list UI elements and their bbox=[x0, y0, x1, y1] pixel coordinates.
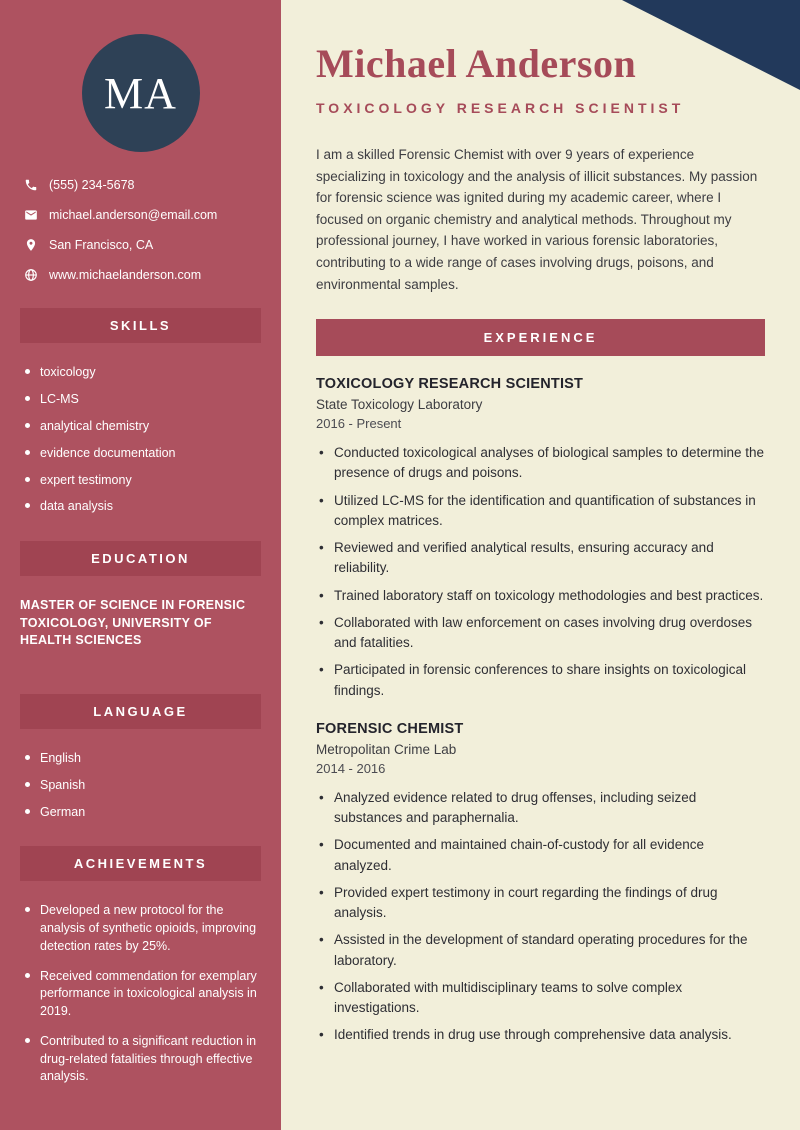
experience-section-title: EXPERIENCE bbox=[483, 330, 598, 346]
job-section bbox=[316, 376, 765, 701]
contact-item-phone bbox=[24, 178, 263, 192]
job-bullet-item: • Documented and maintained chain-of-custody for all evidence analyzed. bbox=[316, 835, 765, 876]
achievements-list bbox=[0, 902, 281, 1086]
globe-icon bbox=[24, 268, 38, 282]
main-content bbox=[281, 0, 800, 1130]
job-title: TOXICOLOGY RESEARCH SCIENTIST bbox=[316, 376, 584, 393]
contact-item-email bbox=[24, 208, 263, 222]
job-bullet-item: • Trained laboratory staff on toxicology methodologies and best practices. bbox=[316, 586, 765, 606]
skill-item: evidence documentation bbox=[24, 445, 265, 462]
corner-triangle-decoration bbox=[622, 0, 800, 90]
contact-location-text: San Francisco, CA bbox=[49, 238, 154, 252]
contact-item-website bbox=[24, 268, 263, 282]
role-subtitle: TOXICOLOGY RESEARCH SCIENTIST bbox=[316, 100, 685, 116]
language-section-title: LANGUAGE bbox=[93, 703, 188, 719]
skill-item: LC-MS bbox=[24, 391, 265, 408]
summary-text: I am a skilled Forensic Chemist with over 9 years of experience specializing in toxicology and the analysis of illicit substances. My passion for forensic science was ignited during my academic career, where I focused on organic chemistry and analytical methods. Throughout my professional journey, I have worked in various forensic laboratories, contributing to a wide range of cases involving drugs, poisons, and environmental samples. bbox=[316, 147, 758, 292]
skill-item: toxicology bbox=[24, 364, 265, 381]
job-bullet-item: • Reviewed and verified analytical results, ensuring accuracy and reliability. bbox=[316, 538, 765, 579]
location-icon bbox=[24, 238, 38, 252]
education-section-title: EDUCATION bbox=[91, 551, 190, 567]
education-degree: MASTER OF SCIENCE IN FORENSIC TOXICOLOGY, UNIVERSITY OF HEALTH SCIENCES bbox=[20, 598, 246, 648]
language-list bbox=[0, 750, 281, 821]
job-bullet-list bbox=[316, 788, 765, 1046]
job-section bbox=[316, 721, 765, 1046]
experience-section-header bbox=[316, 319, 765, 356]
job-bullet-item: • Collaborated with law enforcement on cases involving drug overdoses and fatalities. bbox=[316, 613, 765, 654]
achievement-item: Contributed to a significant reduction in drug-related fatalities through effective analysis. bbox=[24, 1033, 265, 1086]
skills-section-title: SKILLS bbox=[109, 318, 172, 333]
contact-email-text: michael.anderson@email.com bbox=[49, 208, 218, 222]
job-bullet-item: • Analyzed evidence related to drug offenses, including seized substances and paraphernalia. bbox=[316, 788, 765, 829]
contact-item-location bbox=[24, 238, 263, 252]
job-bullet-item: • Collaborated with multidisciplinary teams to solve complex investigations. bbox=[316, 978, 765, 1019]
job-dates: 2016 - Present bbox=[316, 416, 402, 432]
skill-item: expert testimony bbox=[24, 472, 265, 489]
language-section-header bbox=[20, 694, 261, 729]
job-company: State Toxicology Laboratory bbox=[316, 397, 483, 413]
job-title: FORENSIC CHEMIST bbox=[316, 720, 464, 737]
job-bullet-item: • Participated in forensic conferences to share insights on toxicological findings. bbox=[316, 660, 765, 701]
contact-website-text: www.michaelanderson.com bbox=[49, 268, 202, 282]
contact-phone-text: (555) 234-5678 bbox=[49, 178, 135, 192]
skills-section-header bbox=[20, 308, 261, 343]
language-item: Spanish bbox=[24, 777, 265, 794]
skill-item: data analysis bbox=[24, 498, 265, 515]
job-company: Metropolitan Crime Lab bbox=[316, 741, 457, 757]
page-title-name: Michael Anderson bbox=[316, 41, 637, 86]
phone-icon bbox=[24, 178, 38, 192]
job-bullet-item: • Identified trends in drug use through comprehensive data analysis. bbox=[316, 1025, 765, 1045]
job-bullet-item: • Provided expert testimony in court regarding the findings of drug analysis. bbox=[316, 883, 765, 924]
achievement-item: Received commendation for exemplary performance in toxicological analysis in 2019. bbox=[24, 968, 265, 1021]
skills-list bbox=[0, 364, 281, 515]
achievements-section-title: ACHIEVEMENTS bbox=[73, 856, 208, 872]
email-icon bbox=[24, 208, 38, 222]
job-bullet-item: • Conducted toxicological analyses of biological samples to determine the presence of drugs and poisons. bbox=[316, 443, 765, 484]
avatar-initials: MA bbox=[104, 68, 177, 118]
skill-item: analytical chemistry bbox=[24, 418, 265, 435]
job-dates: 2014 - 2016 bbox=[316, 760, 386, 776]
avatar bbox=[82, 34, 200, 152]
job-bullet-list bbox=[316, 443, 765, 701]
sidebar bbox=[0, 0, 281, 1130]
achievements-section-header bbox=[20, 846, 261, 881]
job-bullet-item: • Utilized LC-MS for the identification and quantification of substances in complex matrices. bbox=[316, 491, 765, 532]
contact-list bbox=[0, 178, 281, 282]
job-bullet-item: • Assisted in the development of standard operating procedures for the laboratory. bbox=[316, 930, 765, 971]
education-section-header bbox=[20, 541, 261, 576]
language-item: German bbox=[24, 804, 265, 821]
language-item: English bbox=[24, 750, 265, 767]
achievement-item: Developed a new protocol for the analysis of synthetic opioids, improving detection rates by 25%. bbox=[24, 902, 265, 955]
